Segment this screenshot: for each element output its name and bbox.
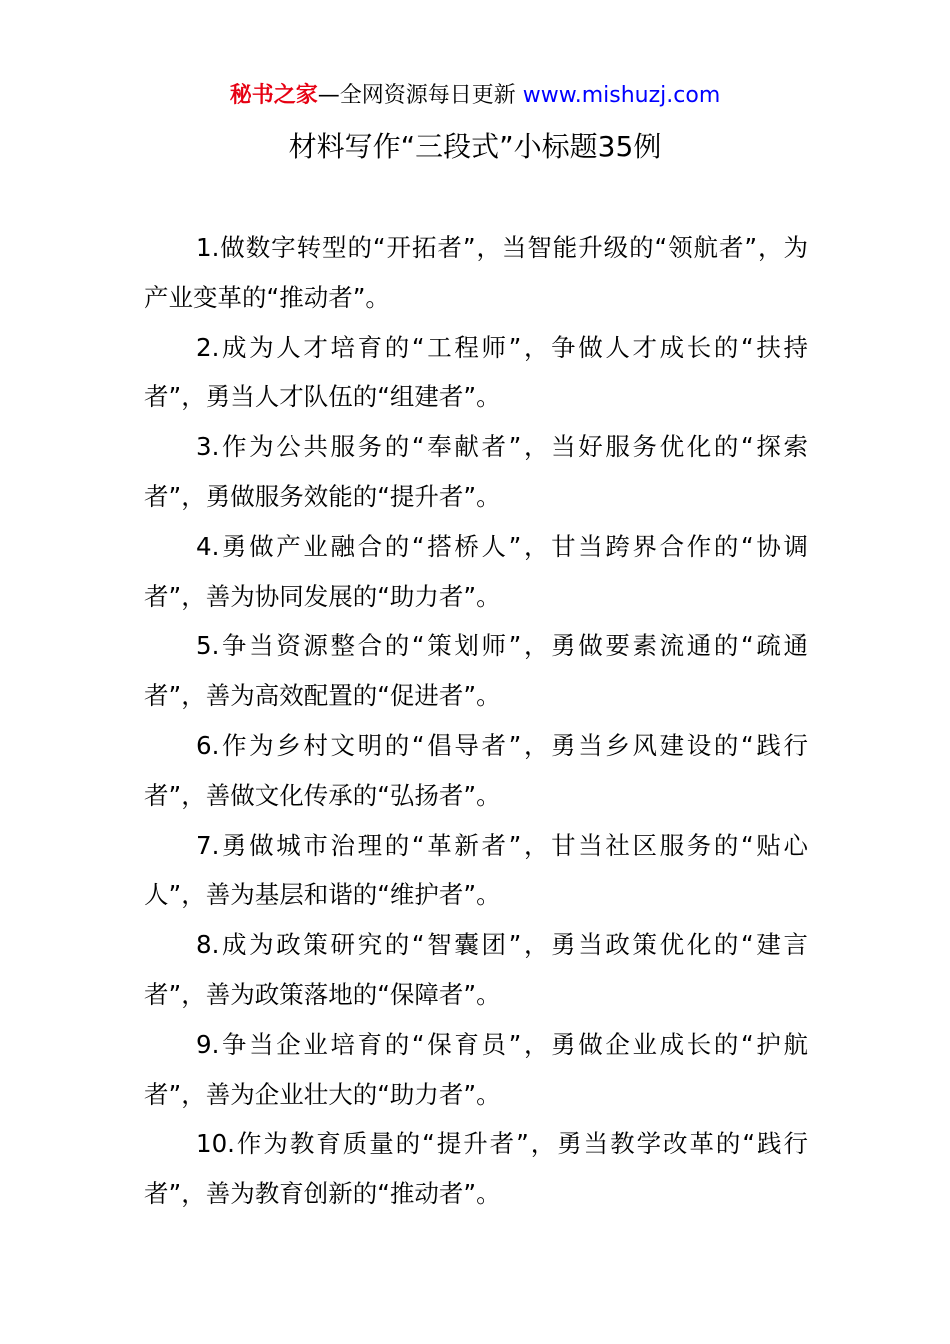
list-item: 9.争当企业培育的“保育员”，勇做企业成长的“护航者”，善为企业壮大的“助力者”。 — [144, 1029, 808, 1109]
list-item: 2.成为人才培育的“工程师”，争做人才成长的“扶持者”，勇当人才队伍的“组建者”。 — [144, 332, 808, 412]
list-item: 6.作为乡村文明的“倡导者”，勇当乡风建设的“践行者”，善做文化传承的“弘扬者”。 — [144, 730, 808, 810]
list-item: 8.成为政策研究的“智囊团”，勇当政策优化的“建言者”，善为政策落地的“保障者”。 — [144, 930, 808, 1009]
list-item: 3.作为公共服务的“奉献者”，当好服务优化的“探索者”，勇做服务效能的“提升者”。 — [144, 432, 808, 511]
site-url-link[interactable]: www.mishuzj.com — [522, 83, 721, 108]
list-item: 7.勇做城市治理的“革新者”，甘当社区服务的“贴心人”，善为基层和谐的“维护者”。 — [144, 830, 808, 910]
list-item: 1.做数字转型的“开拓者”，当智能升级的“领航者”，为产业变革的“推动者”。 — [144, 233, 808, 312]
document-title: 材料写作“三段式”小标题35例 — [288, 130, 662, 163]
document-body — [144, 223, 808, 1219]
list-item: 5.争当资源整合的“策划师”，勇做要素流通的“疏通者”，善为高效配置的“促进者”。 — [144, 631, 808, 711]
list-item: 10.作为教育质量的“提升者”，勇当教学改革的“践行者”，善为教育创新的“推动者”。 — [144, 1129, 808, 1209]
brand-name: 秘书之家 — [229, 83, 318, 108]
list-item: 4.勇做产业融合的“搭桥人”，甘当跨界合作的“协调者”，善为协同发展的“助力者”。 — [144, 531, 808, 611]
header-tagline: —全网资源每日更新 — [317, 83, 523, 108]
page-header — [0, 80, 950, 112]
